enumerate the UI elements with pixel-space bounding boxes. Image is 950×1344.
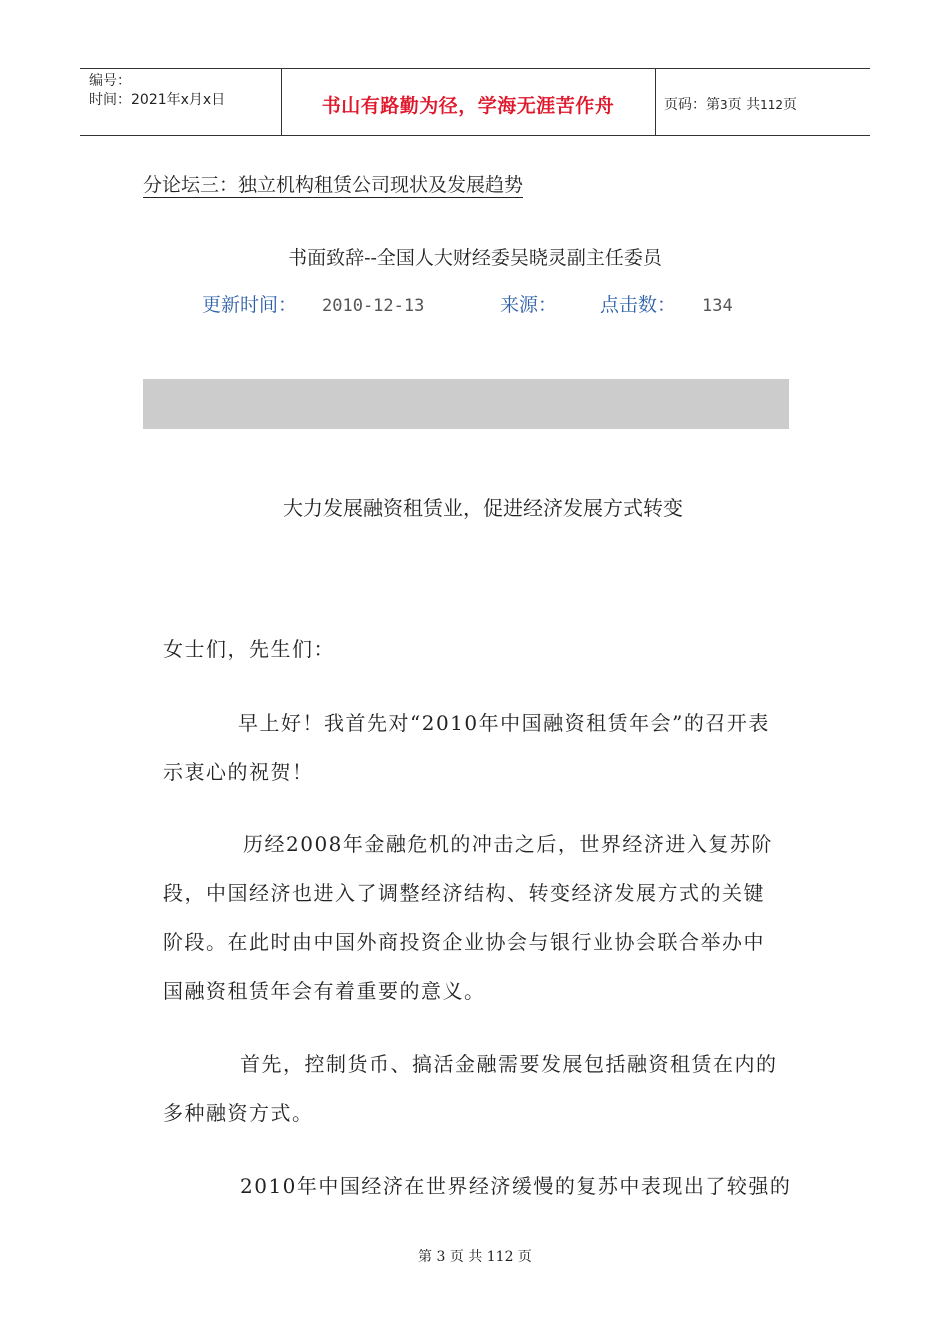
document-number-label: 编号： bbox=[89, 73, 131, 89]
document-header bbox=[80, 68, 870, 136]
body-line: 首先，控制货币、搞活金融需要发展包括融资租赁在内的 bbox=[240, 1052, 778, 1076]
source-label: 来源： bbox=[500, 294, 558, 316]
body-line: 早上好！我首先对“2010年中国融资租赁年会”的召开表 bbox=[238, 711, 770, 735]
page-footer: 第 3 页 共 112 页 bbox=[418, 1249, 532, 1265]
speech-title: 大力发展融资租赁业，促进经济发展方式转变 bbox=[283, 496, 683, 520]
body-line: 2010年中国经济在世界经济缓慢的复苏中表现出了较强的 bbox=[240, 1174, 792, 1198]
header-motto-cell bbox=[281, 69, 656, 135]
updated-value: 2010-12-13 bbox=[322, 296, 425, 316]
document-date: 时间：2021年x月x日 bbox=[89, 92, 226, 108]
page-total: 112 bbox=[760, 98, 783, 112]
updated-label: 更新时间： bbox=[202, 294, 298, 316]
forum-title: 分论坛三：独立机构租赁公司现状及发展趋势 bbox=[143, 174, 524, 196]
body-line: 段，中国经济也进入了调整经济结构、转变经济发展方式的关键 bbox=[163, 881, 765, 905]
page-mid: 页 共 bbox=[727, 97, 761, 113]
body-line: 多种融资方式。 bbox=[163, 1101, 314, 1125]
body-line: 示衷心的祝贺！ bbox=[163, 760, 314, 784]
body-line: 历经2008年金融危机的冲击之后，世界经济进入复苏阶 bbox=[243, 832, 773, 856]
clicks-label: 点击数： bbox=[600, 294, 677, 316]
body-line: 国融资租赁年会有着重要的意义。 bbox=[163, 979, 486, 1003]
article-title: 书面致辞--全国人大财经委吴晓灵副主任委员 bbox=[288, 247, 662, 269]
page-current: 3 bbox=[720, 98, 728, 112]
header-page-number bbox=[664, 94, 797, 114]
header-motto: 书山有路勤为径，学海无涯苦作舟 bbox=[321, 95, 615, 117]
grey-banner bbox=[143, 379, 789, 429]
body-line: 女士们，先生们： bbox=[163, 637, 335, 661]
page-suffix: 页 bbox=[783, 97, 797, 113]
header-info-cell bbox=[80, 69, 282, 135]
page-prefix: 页码：第 bbox=[664, 97, 720, 113]
body-line: 阶段。在此时由中国外商投资企业协会与银行业协会联合举办中 bbox=[163, 930, 765, 954]
clicks-value: 134 bbox=[702, 296, 733, 316]
